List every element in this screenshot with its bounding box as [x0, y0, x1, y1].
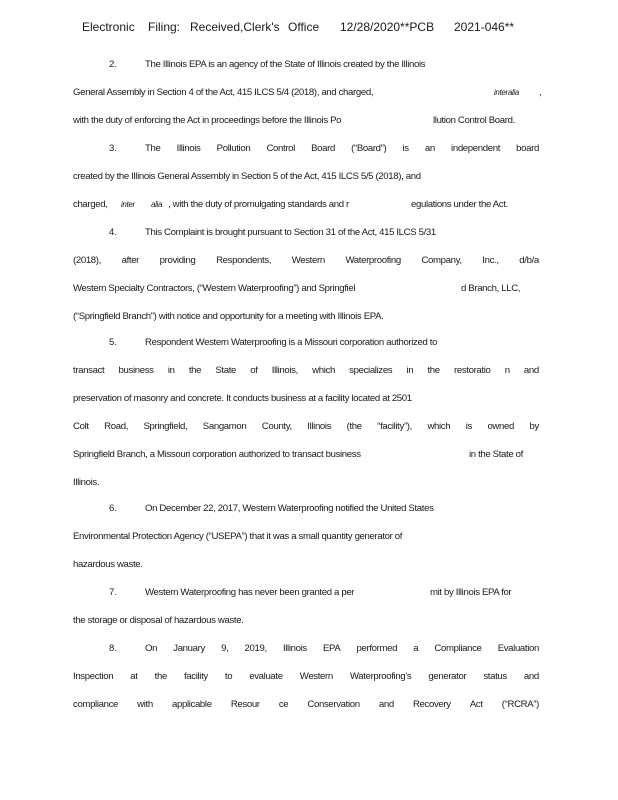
word: the [427, 365, 440, 376]
word: at [130, 671, 138, 682]
word: and [523, 365, 539, 376]
word: generator [428, 671, 467, 682]
word: in [167, 365, 175, 376]
justified-line [73, 671, 539, 683]
justified-line [145, 643, 539, 655]
word: which [427, 421, 451, 432]
word: Illinois [282, 643, 307, 654]
word: an [424, 143, 435, 154]
word: is [465, 421, 472, 432]
word: the [154, 671, 167, 682]
text-line: The Illinois EPA is an agency of the State of Illinois created by the Illinois [145, 59, 426, 70]
word: providing [159, 255, 196, 266]
word: On [145, 643, 158, 654]
word: a [413, 643, 419, 654]
paragraph-number: 2. [109, 59, 118, 70]
paragraph-number: 8. [109, 643, 118, 654]
word: Western [291, 255, 325, 266]
word: transact [73, 365, 105, 376]
word: evaluate [249, 671, 283, 682]
text-line: Western Specialty Contractors, (“Western Waterproofing”) and Springfiel d Branch, LLC, [73, 283, 521, 294]
header-word: Office [288, 20, 320, 34]
justified-line [145, 143, 539, 155]
word: restoratio [453, 365, 491, 376]
text-line: hazardous waste. [73, 559, 143, 570]
word: independent [451, 143, 501, 154]
text-line: Respondent Western Waterproofing is a Missouri corporation authorized to [145, 337, 438, 348]
word: The [145, 143, 161, 154]
word: is [402, 143, 409, 154]
word: Evaluation [497, 643, 539, 654]
word: Sangamon [202, 421, 247, 432]
word: “facility”), [377, 421, 412, 432]
word: Springfield, [143, 421, 188, 432]
word: (2018), [73, 255, 101, 266]
text-line: with the duty of enforcing the Act in proceedings before the Illinois Po llution Control Board. [73, 115, 515, 126]
word: Illinois [307, 421, 332, 432]
paragraph-number: 6. [109, 503, 118, 514]
header-word: Filing: [148, 20, 181, 34]
word: Road, [104, 421, 129, 432]
word: applicable [171, 699, 212, 710]
word: 9, [221, 643, 229, 654]
word: Inspection [73, 671, 114, 682]
word: and [378, 699, 394, 710]
word: and [523, 671, 539, 682]
header-word: Received,Clerk's [190, 20, 280, 34]
word: by [529, 421, 539, 432]
word: Inc., [482, 255, 499, 266]
word: Illinois [176, 143, 201, 154]
word: Western [299, 671, 333, 682]
word: board [516, 143, 539, 154]
word: d/b/a [519, 255, 539, 266]
word: Resour [230, 699, 260, 710]
word: n [504, 365, 510, 376]
word: January [173, 643, 205, 654]
word: with [137, 699, 153, 710]
paragraph-number: 4. [109, 227, 118, 238]
word: specializes [349, 365, 393, 376]
word: County, [261, 421, 292, 432]
header-word: Electronic [82, 20, 135, 34]
word: EPA [322, 643, 341, 654]
word: (“Board”) [351, 143, 387, 154]
word: status [483, 671, 507, 682]
text-line: This Complaint is brought pursuant to Section 31 of the Act, 415 ILCS 5/31 [145, 227, 436, 238]
word: performed [356, 643, 398, 654]
word: which [312, 365, 335, 376]
word: of [250, 365, 258, 376]
word: the [188, 365, 202, 376]
word: State [215, 365, 237, 376]
text-line: the storage or disposal of hazardous waste. [73, 615, 244, 626]
word: owned [487, 421, 514, 432]
word: Control [266, 143, 295, 154]
word: Waterproofing’s [349, 671, 412, 682]
word: Recovery [412, 699, 451, 710]
paragraph-number: 7. [109, 587, 118, 598]
justified-line [73, 699, 539, 711]
word: (“RCRA”) [501, 699, 539, 710]
word: Compliance [434, 643, 482, 654]
text-line: General Assembly in Section 4 of the Act, 415 ILCS 5/4 (2018), and charged, interalia , [73, 87, 542, 98]
word: Pollution [216, 143, 251, 154]
word: Respondents, [216, 255, 272, 266]
text-line: (“Springfield Branch”) with notice and opportunity for a meeting with Illinois EPA. [73, 311, 384, 322]
word: Board [311, 143, 335, 154]
word: facility [183, 671, 208, 682]
word: Illinois, [271, 365, 298, 376]
justified-line [73, 255, 539, 267]
text-line: preservation of masonry and concrete. It conducts business at a facility located at 2501 [73, 393, 412, 404]
text-line: On December 22, 2017, Western Waterproofing notified the United States [145, 503, 434, 514]
word: Company, [421, 255, 462, 266]
header-word: 2021-046** [454, 20, 515, 34]
text-line: Springfield Branch, a Missouri corporation authorized to transact business in the State of [73, 449, 523, 460]
word: business [118, 365, 154, 376]
word: in [406, 365, 414, 376]
justified-line [73, 365, 539, 377]
word: compliance [73, 699, 119, 710]
text-line: charged, inter alia , with the duty of promulgating standards and r egulations under the Act. [73, 199, 508, 210]
word: ce [278, 699, 289, 710]
header-word: 12/28/2020**PCB [340, 20, 435, 34]
paragraph-number: 5. [109, 337, 118, 348]
word: Waterproofing [345, 255, 401, 266]
text-line: Western Waterproofing has never been granted a per mit by Illinois EPA for [145, 587, 512, 598]
word: Act [469, 699, 483, 710]
justified-line [73, 421, 539, 433]
word: (the [346, 421, 362, 432]
word: 2019, [244, 643, 267, 654]
word: Colt [73, 421, 89, 432]
word: Conservation [307, 699, 360, 710]
text-line: Environmental Protection Agency (“USEPA”) that it was a small quantity generator of [73, 531, 403, 542]
paragraph-number: 3. [109, 143, 118, 154]
text-line: Illinois. [73, 477, 100, 488]
word: after [121, 255, 140, 266]
text-line: created by the Illinois General Assembly in Section 5 of the Act, 415 ILCS 5/5 (2018), and [73, 171, 421, 182]
word: to [224, 671, 233, 682]
